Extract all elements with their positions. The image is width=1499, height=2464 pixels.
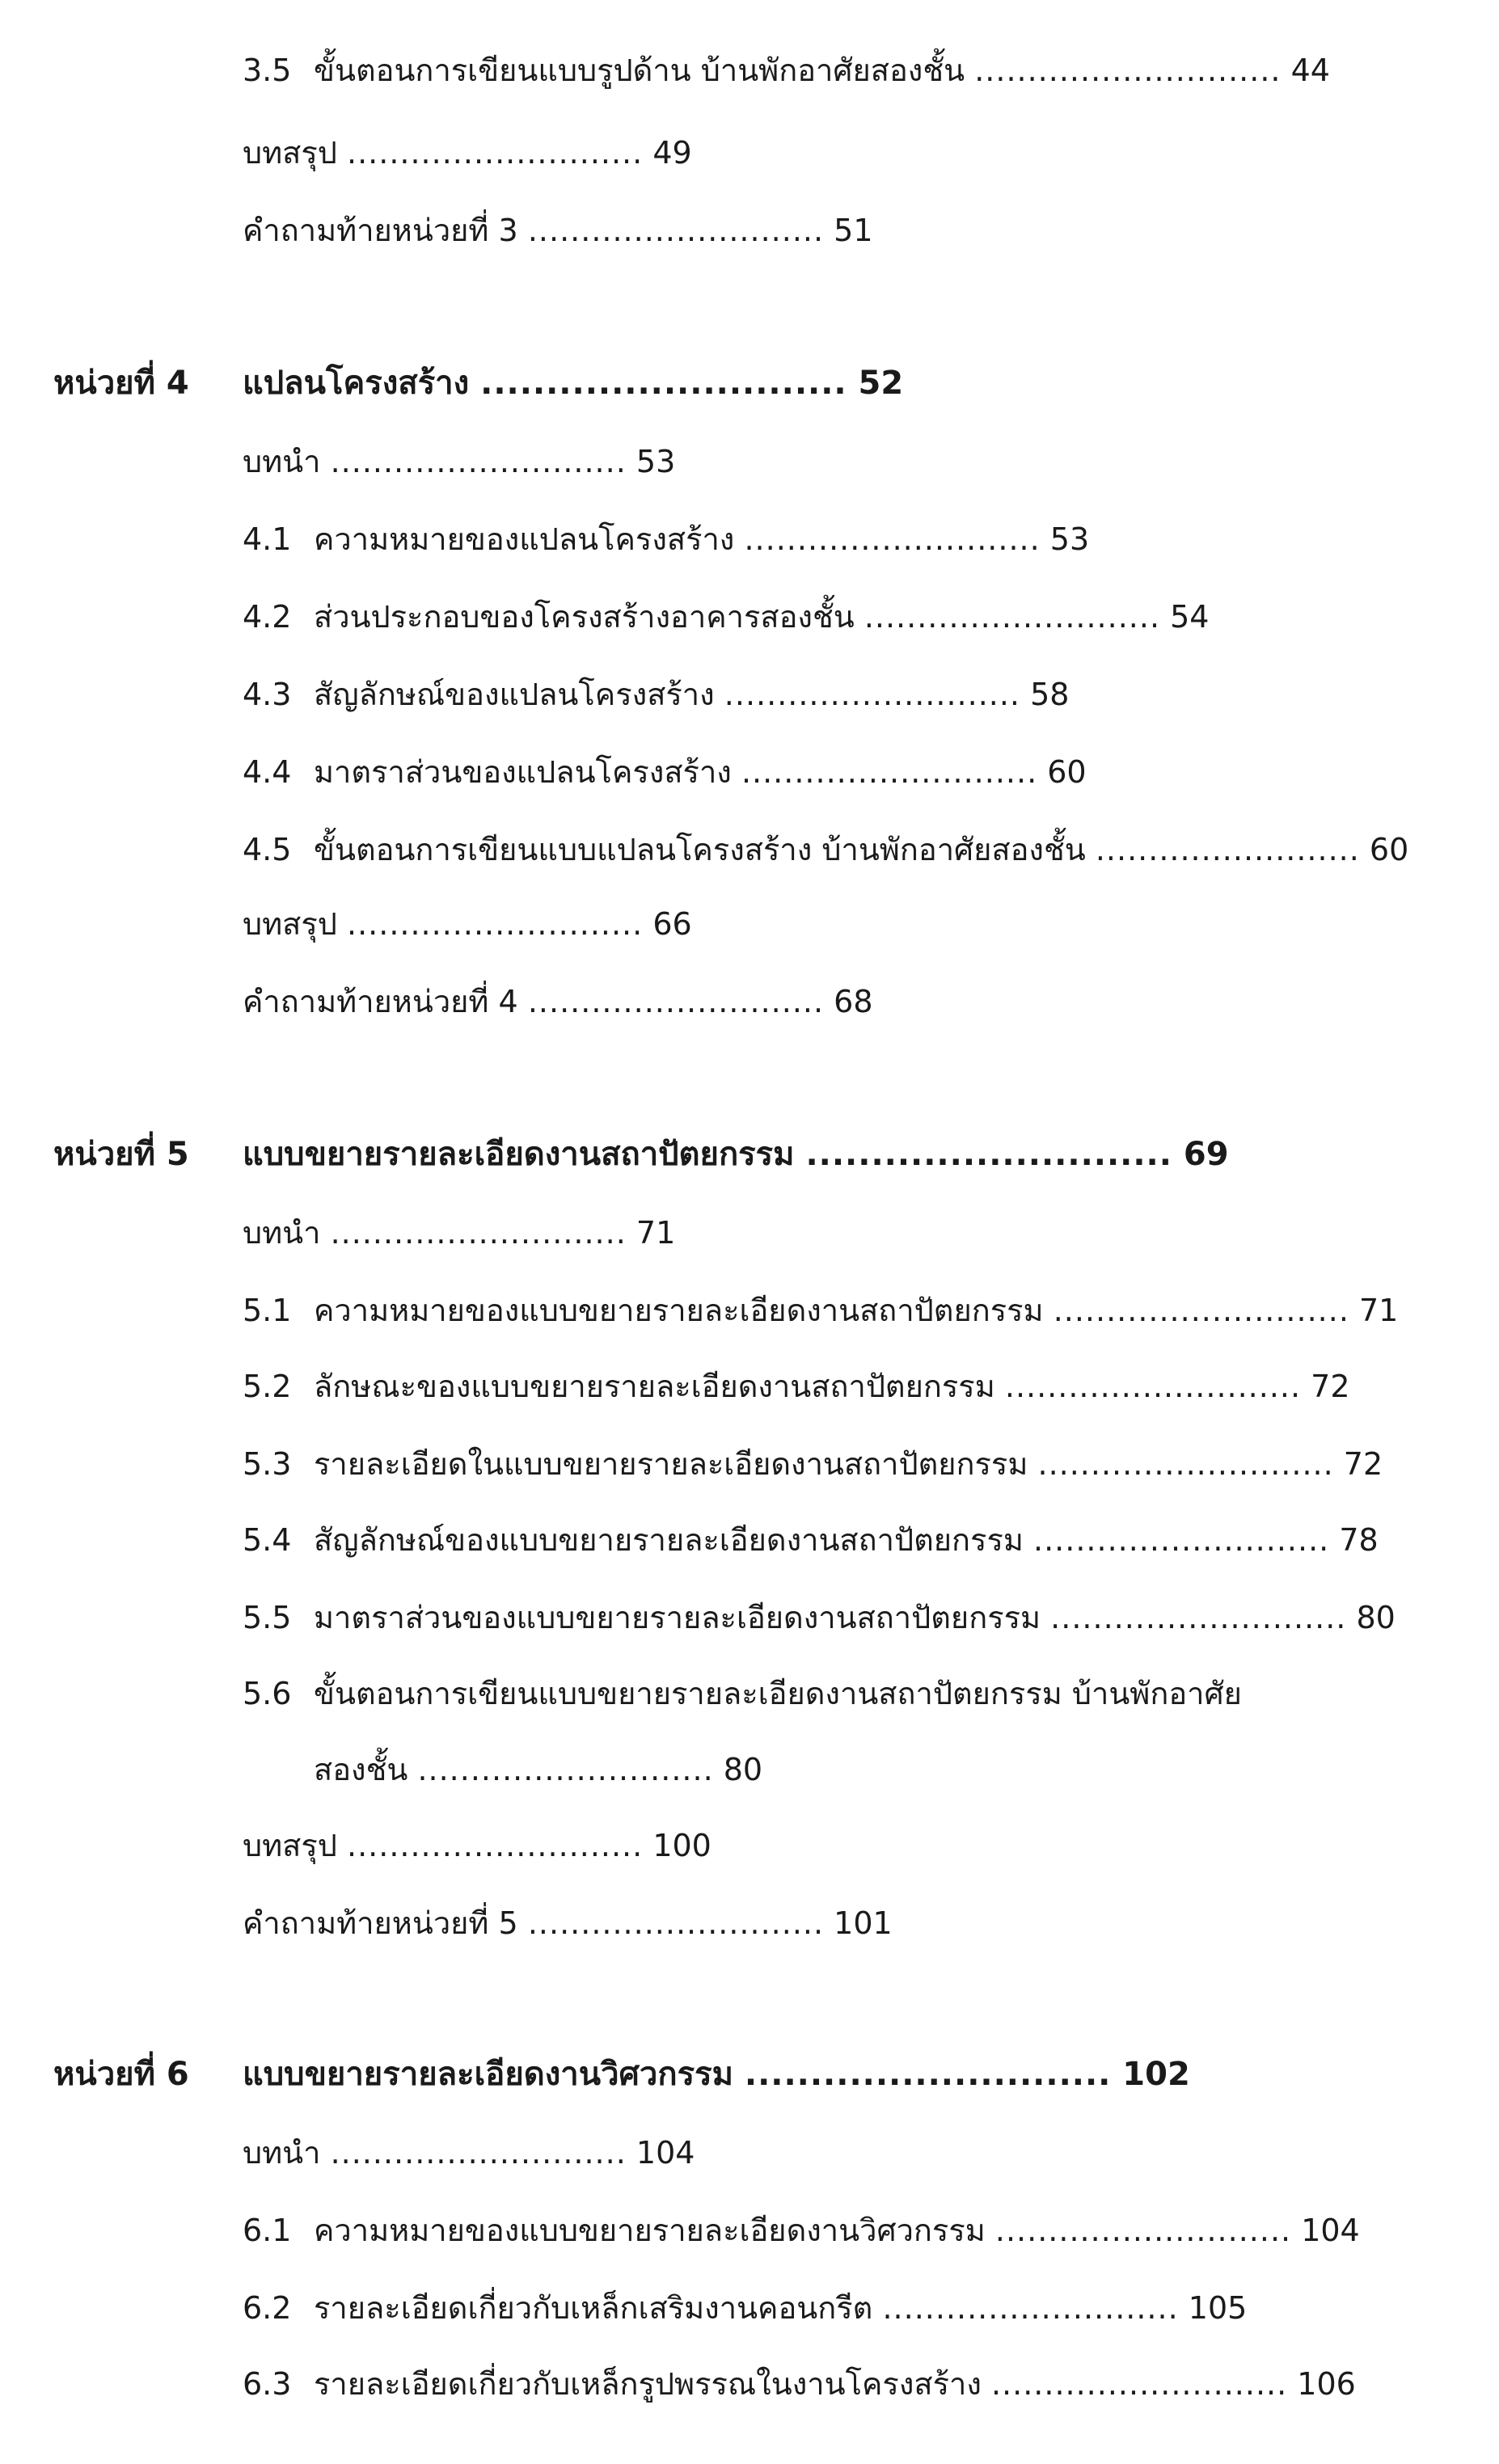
section-title: มาตราส่วนของแบบขยายรายละเอียดงานสถาปัตยกรรม	[314, 1600, 1041, 1635]
leader-dots: ............................	[1037, 1446, 1334, 1482]
toc-entry-5-6	[243, 1673, 1242, 1714]
section-number: 4.3	[243, 677, 292, 712]
section-number: 4.1	[243, 521, 292, 557]
section-number: 5.3	[243, 1446, 292, 1482]
section-number: 3.5	[243, 53, 292, 88]
section-title: สัญลักษณ์ของแบบขยายรายละเอียดงานสถาปัตยกรรม	[314, 1522, 1024, 1558]
leader-dots: ............................	[990, 2366, 1288, 2402]
page-number: 104	[1301, 2213, 1360, 2248]
section-number: 6.1	[243, 2213, 292, 2248]
page-number: 52	[858, 365, 904, 402]
toc-entry-6-3	[243, 2364, 1356, 2404]
leader-dots: ............................	[347, 135, 644, 171]
leader-dots: ............................	[744, 521, 1041, 557]
section-title: บทสรุป	[243, 135, 337, 171]
unit-title: แบบขยายรายละเอียดงานสถาปัตยกรรม	[243, 1136, 795, 1173]
unit-label: หน่วยที่ 4	[53, 365, 189, 402]
leader-dots: ............................	[330, 2135, 627, 2171]
toc-entry-4-1	[243, 519, 1089, 559]
toc-entry-5-6-continued	[314, 1749, 762, 1790]
toc-entry-questions-4	[243, 981, 873, 1022]
leader-dots: ............................	[864, 599, 1161, 635]
section-title: ขั้นตอนการเขียนแบบแปลนโครงสร้าง บ้านพักอาศัยสองชั้น	[314, 832, 1086, 867]
unit-title: แบบขยายรายละเอียดงานวิศวกรรม	[243, 2056, 733, 2093]
leader-dots: ............................	[994, 2213, 1292, 2248]
leader-dots: ............................	[347, 1828, 644, 1863]
page-number: 106	[1297, 2366, 1356, 2402]
leader-dots: ............................	[347, 906, 644, 942]
section-title: ความหมายของแบบขยายรายละเอียดงานสถาปัตยกรรม	[314, 1293, 1044, 1328]
page-number: 49	[652, 135, 692, 171]
section-title: ลักษณะของแบบขยายรายละเอียดงานสถาปัตยกรรม	[314, 1369, 995, 1404]
page-number: 53	[1049, 521, 1090, 557]
leader-dots: ............................	[805, 1136, 1172, 1173]
section-number: 5.2	[243, 1369, 292, 1404]
toc-entry-summary-3	[243, 133, 692, 173]
section-title-continued: สองชั้น	[314, 1752, 408, 1787]
section-title: ขั้นตอนการเขียนแบบรูปด้าน บ้านพักอาศัยสองชั้น	[314, 53, 965, 88]
toc-entry-4-2	[243, 597, 1209, 637]
toc-entry-6-1	[243, 2210, 1360, 2251]
section-number: 6.2	[243, 2290, 292, 2326]
page-number: 69	[1183, 1136, 1229, 1173]
page-number: 71	[1359, 1293, 1399, 1328]
unit-title: แปลนโครงสร้าง	[243, 365, 470, 402]
toc-entry-intro-4	[243, 441, 675, 482]
leader-dots: ............................	[1004, 1369, 1302, 1404]
section-title: บทนำ	[243, 2135, 321, 2171]
page-number: 66	[652, 906, 692, 942]
unit-heading	[243, 1133, 1229, 1175]
unit-label: หน่วยที่ 6	[53, 2056, 189, 2093]
section-title: รายละเอียดในแบบขยายรายละเอียดงานสถาปัตยกรรม	[314, 1446, 1028, 1482]
section-title: บทนำ	[243, 1215, 321, 1251]
unit-heading	[243, 2053, 1190, 2095]
section-title: ส่วนประกอบของโครงสร้างอาคารสองชั้น	[314, 599, 855, 635]
section-number: 4.2	[243, 599, 292, 635]
toc-entry-5-3	[243, 1444, 1383, 1484]
toc-entry-questions-5	[243, 1903, 893, 1943]
page-number: 78	[1339, 1522, 1379, 1558]
leader-dots: ............................	[527, 213, 825, 248]
toc-entry-intro-6	[243, 2133, 695, 2173]
toc-entry-questions-3	[243, 210, 873, 251]
page-number: 100	[652, 1828, 711, 1863]
leader-dots: ............................	[330, 1215, 627, 1251]
section-number: 4.4	[243, 754, 292, 790]
section-number: 5.4	[243, 1522, 292, 1558]
page-number: 60	[1047, 754, 1087, 790]
page-number: 72	[1311, 1369, 1350, 1404]
toc-entry-5-5	[243, 1597, 1396, 1638]
toc-entry-5-4	[243, 1520, 1379, 1560]
section-title: คำถามท้ายหน่วยที่ 5	[243, 1905, 518, 1941]
section-title: ขั้นตอนการเขียนแบบขยายรายละเอียดงานสถาปัตยกรรม บ้านพักอาศัย	[314, 1676, 1242, 1711]
leader-dots: .............................	[974, 53, 1282, 88]
page-number: 72	[1343, 1446, 1383, 1482]
section-title: บทสรุป	[243, 906, 337, 942]
leader-dots: ............................	[744, 2056, 1112, 2093]
leader-dots: ............................	[741, 754, 1038, 790]
leader-dots: .........................	[1095, 832, 1360, 867]
page-number: 54	[1170, 599, 1210, 635]
section-number: 4.5	[243, 832, 292, 867]
section-title: รายละเอียดเกี่ยวกับเหล็กรูปพรรณในงานโครงสร้าง	[314, 2366, 982, 2402]
section-number: 5.5	[243, 1600, 292, 1635]
section-title: บทสรุป	[243, 1828, 337, 1863]
toc-entry-summary-4	[243, 904, 692, 944]
unit-heading	[243, 362, 903, 404]
page-number: 104	[635, 2135, 695, 2171]
leader-dots: ............................	[1050, 1600, 1347, 1635]
toc-entry-4-3	[243, 674, 1069, 715]
section-title: รายละเอียดเกี่ยวกับเหล็กเสริมงานคอนกรีต	[314, 2290, 873, 2326]
toc-entry-6-2	[243, 2288, 1247, 2328]
page-number: 53	[635, 444, 676, 479]
section-title: ความหมายของแบบขยายรายละเอียดงานวิศวกรรม	[314, 2213, 986, 2248]
toc-entry-5-1	[243, 1290, 1398, 1331]
toc-entry-5-2	[243, 1366, 1350, 1407]
section-title: มาตราส่วนของแปลนโครงสร้าง	[314, 754, 732, 790]
page-number: 105	[1188, 2290, 1248, 2326]
leader-dots: ............................	[527, 984, 825, 1019]
toc-unit-5	[53, 1133, 1428, 1175]
page-number: 80	[1356, 1600, 1396, 1635]
unit-label: หน่วยที่ 5	[53, 1136, 189, 1173]
page-number: 80	[723, 1752, 763, 1787]
toc-entry-4-5	[243, 829, 1408, 870]
section-title: คำถามท้ายหน่วยที่ 4	[243, 984, 518, 1019]
page-number: 44	[1290, 53, 1330, 88]
leader-dots: ............................	[882, 2290, 1179, 2326]
section-number: 5.1	[243, 1293, 292, 1328]
page-number: 58	[1030, 677, 1070, 712]
page-number: 68	[834, 984, 873, 1019]
section-title: สัญลักษณ์ของแปลนโครงสร้าง	[314, 677, 715, 712]
leader-dots: ............................	[480, 365, 847, 402]
leader-dots: ............................	[1033, 1522, 1330, 1558]
section-title: ความหมายของแปลนโครงสร้าง	[314, 521, 735, 557]
page-number: 60	[1369, 832, 1409, 867]
section-number: 6.3	[243, 2366, 292, 2402]
section-title: คำถามท้ายหน่วยที่ 3	[243, 213, 518, 248]
leader-dots: ............................	[724, 677, 1021, 712]
page-number: 51	[834, 213, 873, 248]
leader-dots: ............................	[330, 444, 627, 479]
toc-entry-intro-5	[243, 1213, 675, 1253]
page-number: 101	[834, 1905, 893, 1941]
leader-dots: ............................	[1053, 1293, 1349, 1328]
page-number: 102	[1122, 2056, 1190, 2093]
section-title: บทนำ	[243, 444, 321, 479]
leader-dots: ............................	[417, 1752, 714, 1787]
toc-unit-6	[53, 2053, 1428, 2095]
toc-entry-summary-5	[243, 1825, 711, 1866]
section-number: 5.6	[243, 1676, 292, 1711]
leader-dots: ............................	[527, 1905, 825, 1941]
toc-entry-4-4	[243, 752, 1087, 792]
toc-unit-4	[53, 362, 1428, 404]
page-number: 71	[635, 1215, 676, 1251]
toc-entry-3-5	[243, 50, 1330, 91]
